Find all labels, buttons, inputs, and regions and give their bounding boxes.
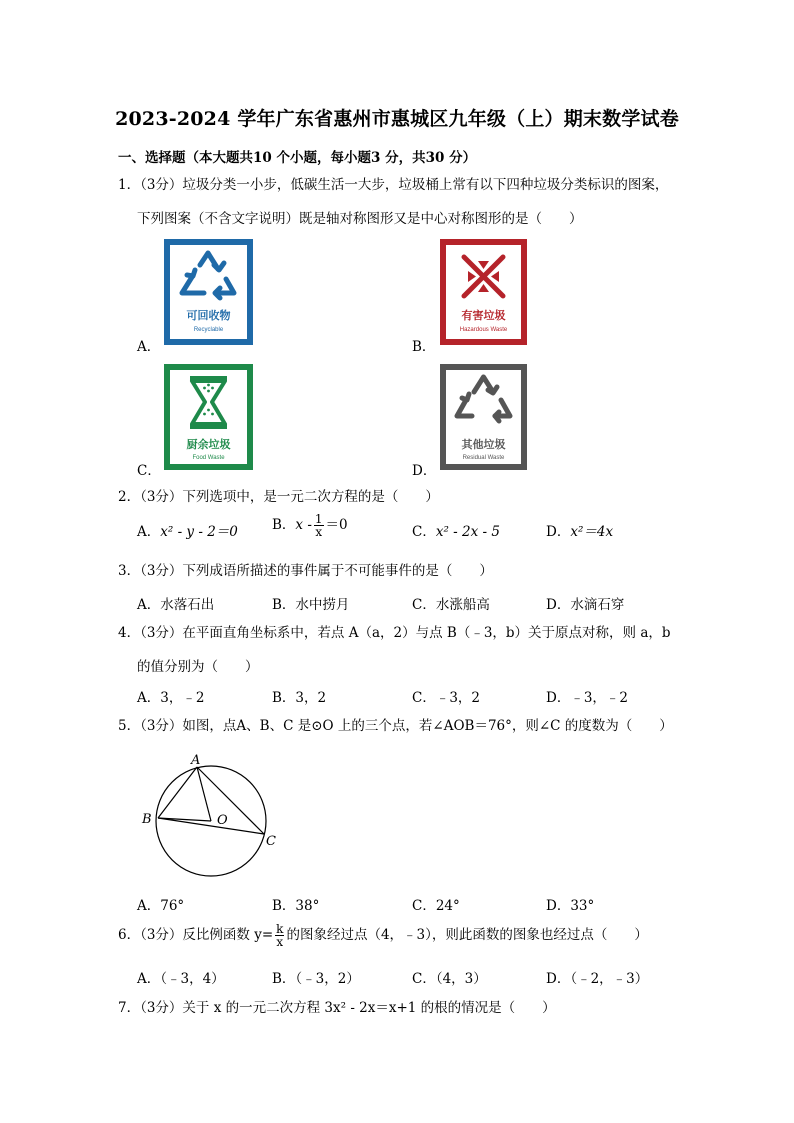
question-4-line1: 4．（3分）在平面直角坐标系中，若点 A（a，2）与点 B（﹣3，b）关于原点对称，则 a，b: [118, 625, 671, 641]
q5-option-c: C．24°: [412, 898, 460, 914]
sign-food-waste-en: Food Waste: [192, 455, 225, 461]
segment-oa: [197, 767, 211, 821]
q2-option-b-label: B．: [272, 517, 296, 533]
q2-option-c-text: x² - 2x - 5: [435, 524, 500, 540]
q3-option-c: C．水涨船高: [412, 597, 490, 613]
sign-residual-waste-cn: 其他垃圾: [461, 439, 506, 451]
q6-option-d: D．（﹣2，﹣3）: [546, 971, 649, 987]
sign-hazardous-en: Hazardous Waste: [459, 327, 508, 333]
q1-option-a-label: A．: [137, 339, 161, 355]
q2-option-a-text: x² - y - 2＝0: [160, 524, 238, 540]
question-1-line1: 1．（3分）垃圾分类一小步，低碳生活一大步，垃圾桶上常有以下四种垃圾分类标识的图案，: [118, 177, 669, 193]
q2-option-d-label: D．: [546, 524, 571, 540]
q1-option-b-label: B．: [412, 339, 436, 355]
section-heading: 一、选择题（本大题共10 个小题，每小题3 分，共30 分）: [118, 150, 477, 166]
label-c: C: [266, 834, 276, 849]
q6-option-b: B．（﹣3，2）: [272, 971, 360, 987]
label-a: A: [191, 753, 201, 768]
page-title: 2023-2024 学年广东省惠州市惠城区九年级（上）期末数学试卷: [115, 108, 679, 130]
question-5-stem: 5．（3分）如图，点A、B、C 是⊙O 上的三个点，若∠AOB＝76°，则∠C 的度数为（ ）: [118, 718, 673, 734]
question-3-stem: 3．（3分）下列成语所描述的事件属于不可能事件的是（ ）: [118, 563, 493, 579]
q3-option-a: A．水落石出: [137, 597, 215, 613]
q2-option-d-text: x²＝4x: [570, 524, 614, 540]
q2-option-b-pre: x -: [295, 517, 312, 533]
q6-pre: 6．（3分）反比例函数 y=: [118, 927, 274, 943]
sign-residual-waste: [440, 364, 527, 470]
q6-fraction-denominator: x: [276, 935, 284, 949]
q2-option-b: [272, 513, 348, 538]
q6-post: 的图象经过点（4，﹣3），则此函数的图象也经过点（ ）: [286, 927, 648, 943]
q2-fraction-denominator: x: [315, 525, 323, 539]
q4-option-a: A．3，﹣2: [137, 690, 205, 706]
q1-option-d-label: D．: [412, 463, 437, 479]
q6-option-c: C．（4，3）: [412, 971, 487, 987]
q2-option-a: [137, 520, 238, 540]
q2-option-d: [546, 520, 613, 540]
circle-figure: [136, 748, 286, 882]
segment-ac: [197, 767, 264, 834]
question-6-stem: [118, 920, 648, 950]
q3-option-b: B．水中捞月: [272, 597, 350, 613]
question-7-stem: 7．（3分）关于 x 的一元二次方程 3x² - 2x＝x+1 的根的情况是（ ）: [118, 1000, 556, 1016]
sign-recyclable-en: Recyclable: [193, 327, 224, 333]
sign-food-waste-cn: 厨余垃圾: [186, 439, 231, 451]
q2-fraction-numerator: 1: [314, 512, 323, 526]
q1-option-c-label: C．: [137, 463, 161, 479]
question-4-line2: 的值分别为（ ）: [137, 659, 259, 675]
q5-option-b: B．38°: [272, 898, 320, 914]
q4-option-c: C．﹣3，2: [412, 690, 481, 706]
sign-food-waste: [164, 364, 253, 470]
q2-option-c: [412, 520, 500, 540]
q2-option-c-label: C．: [412, 524, 436, 540]
label-b: B: [142, 812, 152, 827]
q4-option-d: D．﹣3，﹣2: [546, 690, 629, 706]
q6-fraction-numerator: k: [276, 922, 284, 936]
q3-option-d: D．水滴石穿: [546, 597, 625, 613]
q4-option-b: B．3，2: [272, 690, 327, 706]
q2-option-a-label: A．: [137, 524, 161, 540]
q5-option-d: D．33°: [546, 898, 595, 914]
label-o: O: [217, 813, 228, 828]
q5-option-a: A．76°: [137, 898, 185, 914]
sign-hazardous-cn: 有害垃圾: [461, 310, 506, 322]
q6-option-a: A．（﹣3，4）: [137, 971, 225, 987]
sign-recyclable-cn: 可回收物: [186, 310, 231, 322]
sign-recyclable: [164, 239, 253, 345]
q2-option-b-post: ＝0: [325, 517, 348, 533]
q2-option-b-fraction: [314, 513, 324, 538]
q6-fraction: [275, 923, 284, 948]
sign-residual-waste-en: Residual Waste: [462, 455, 505, 461]
question-2-stem: 2．（3分）下列选项中，是一元二次方程的是（ ）: [118, 489, 439, 505]
question-1-line2: 下列图案（不含文字说明）既是轴对称图形又是中心对称图形的是（ ）: [137, 211, 583, 227]
sign-hazardous: [440, 239, 527, 345]
